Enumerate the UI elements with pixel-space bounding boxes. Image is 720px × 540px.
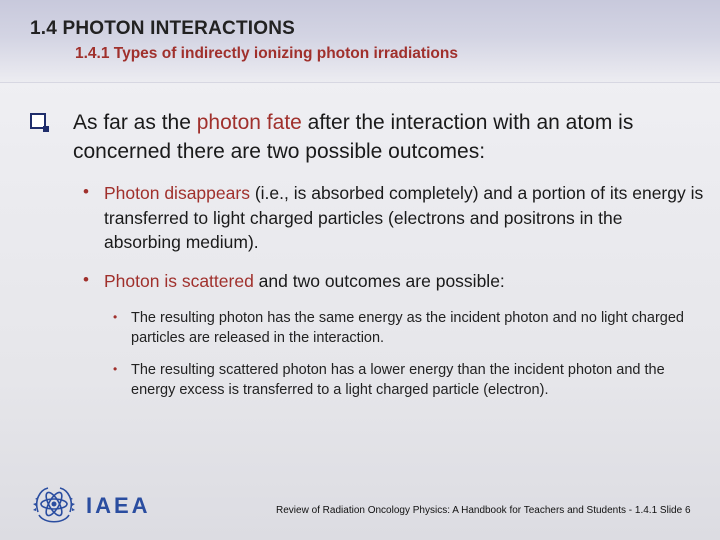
bullet-text: (i.e., is absorbed completely) and a portion of its energy is transferred to light charged particles (electrons and positrons in the absorbing medium). [104,183,704,252]
slide-subtitle: 1.4.1 Types of indirectly ionizing photon irradiations [75,45,458,62]
slide-title: 1.4 PHOTON INTERACTIONS [30,18,296,39]
sub-bullet-item: The resulting scattered photon has a lower energy than the incident photon and the energy excess is transferred to a light charged particle (electron). [131,362,665,398]
sub-bullet-dot-icon: • [113,310,118,324]
iaea-logo-text: IAEA [86,493,151,518]
main-point-highlight: photon fate [196,111,302,134]
iaea-atom-logo-icon [30,482,78,530]
bullet-text: and two outcomes are possible: [253,271,505,291]
main-point [73,108,703,166]
checkbox-bullet-icon [30,113,46,129]
sub-bullet-dot-icon: • [113,362,118,376]
main-point-suffix: after the interaction with an atom is concerned there are two possible outcomes: [73,111,634,163]
bullet-item [104,269,704,294]
slide-footer: Review of Radiation Oncology Physics: A Handbook for Teachers and Students - 1.4.1 Slide 6 [276,505,691,516]
bullet-dot-icon: • [83,182,89,201]
bullet-highlight: Photon disappears [104,183,250,203]
bullet-item [104,181,704,255]
slide-header [0,0,720,83]
bullet-highlight: Photon is scattered [104,271,254,291]
bullet-dot-icon: • [83,270,89,289]
main-point-prefix: As far as the [73,111,197,134]
sub-bullet-item: The resulting photon has the same energy as the incident photon and no light charged particles are released in the interaction. [131,310,684,346]
